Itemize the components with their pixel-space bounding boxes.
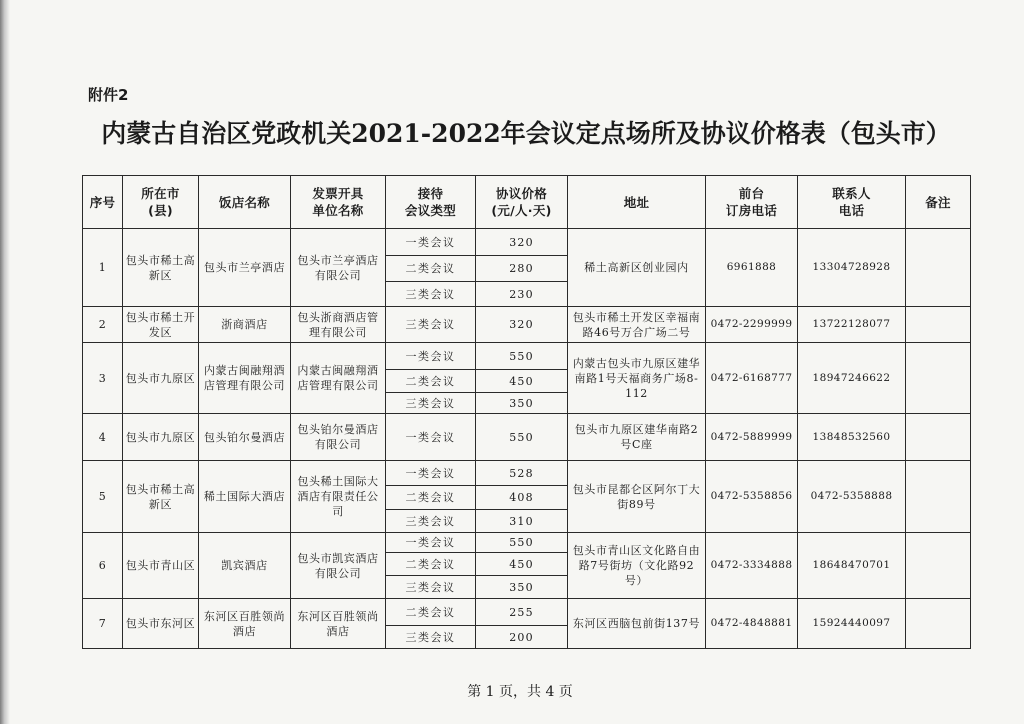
cell-meeting-type: 一类会议 (386, 461, 476, 486)
cell-meeting-type: 三类会议 (386, 307, 476, 343)
cell-invoice-unit: 包头市凯宾酒店有限公司 (291, 533, 386, 599)
cell-price: 450 (476, 553, 568, 576)
cell-hotel-name: 内蒙古闽融翔酒店管理有限公司 (199, 343, 291, 414)
cell-index: 6 (83, 533, 123, 599)
cell-front-desk-phone: 0472-4848881 (706, 599, 798, 649)
page-indicator: 第 1 页，共 4 页 (467, 684, 573, 700)
header-front-desk-phone: 前台 订房电话 (706, 176, 798, 229)
cell-contact-phone: 13722128077 (798, 307, 906, 343)
cell-meeting-type: 一类会议 (386, 414, 476, 461)
cell-meeting-type: 三类会议 (386, 282, 476, 307)
header-contact-phone: 联系人 电话 (798, 176, 906, 229)
cell-price: 255 (476, 599, 568, 626)
cell-location: 包头市九原区 (123, 414, 199, 461)
cell-location: 包头市九原区 (123, 343, 199, 414)
cell-remarks (906, 307, 971, 343)
cell-price: 528 (476, 461, 568, 486)
header-location: 所在市 (县) (123, 176, 199, 229)
cell-meeting-type: 二类会议 (386, 256, 476, 282)
cell-remarks (906, 229, 971, 307)
cell-contact-phone: 18648470701 (798, 533, 906, 599)
cell-meeting-type: 三类会议 (386, 576, 476, 599)
cell-price: 280 (476, 256, 568, 282)
table-row (83, 599, 971, 626)
cell-remarks (906, 414, 971, 461)
header-address: 地址 (568, 176, 706, 229)
cell-invoice-unit: 包头铂尔曼酒店有限公司 (291, 414, 386, 461)
cell-index: 1 (83, 229, 123, 307)
cell-front-desk-phone: 0472-2299999 (706, 307, 798, 343)
table-row (83, 414, 971, 461)
cell-price: 350 (476, 576, 568, 599)
cell-price: 320 (476, 229, 568, 256)
cell-price: 550 (476, 414, 568, 461)
header-index: 序号 (83, 176, 123, 229)
cell-address: 包头市青山区文化路自由路7号街坊（文化路92号） (568, 533, 706, 599)
attachment-label: 附件2 (88, 86, 129, 104)
cell-price: 230 (476, 282, 568, 307)
cell-hotel-name: 稀土国际大酒店 (199, 461, 291, 533)
cell-remarks (906, 343, 971, 414)
cell-meeting-type: 一类会议 (386, 343, 476, 370)
document-title: 内蒙古自治区党政机关2021-2022年会议定点场所及协议价格表（包头市） (101, 119, 951, 148)
cell-front-desk-phone: 0472-6168777 (706, 343, 798, 414)
cell-location: 包头市东河区 (123, 599, 199, 649)
cell-meeting-type: 二类会议 (386, 486, 476, 510)
header-price: 协议价格 (元/人·天) (476, 176, 568, 229)
cell-meeting-type: 一类会议 (386, 229, 476, 256)
cell-hotel-name: 东河区百胜领尚酒店 (199, 599, 291, 649)
table-row (83, 461, 971, 486)
cell-hotel-name: 凯宾酒店 (199, 533, 291, 599)
cell-contact-phone: 13304728928 (798, 229, 906, 307)
cell-contact-phone: 18947246622 (798, 343, 906, 414)
cell-address: 包头市九原区建华南路2号C座 (568, 414, 706, 461)
cell-address: 稀土高新区创业园内 (568, 229, 706, 307)
cell-address: 包头市昆都仑区阿尔丁大街89号 (568, 461, 706, 533)
cell-location: 包头市稀土开发区 (123, 307, 199, 343)
table-row (83, 307, 971, 343)
cell-index: 4 (83, 414, 123, 461)
header-invoice-unit: 发票开具 单位名称 (291, 176, 386, 229)
cell-meeting-type: 三类会议 (386, 393, 476, 414)
cell-price: 408 (476, 486, 568, 510)
table-row (83, 229, 971, 256)
cell-contact-phone: 15924440097 (798, 599, 906, 649)
cell-contact-phone: 0472-5358888 (798, 461, 906, 533)
header-row (83, 176, 971, 229)
cell-invoice-unit: 包头市兰亭酒店有限公司 (291, 229, 386, 307)
cell-hotel-name: 包头市兰亭酒店 (199, 229, 291, 307)
cell-front-desk-phone: 0472-5358856 (706, 461, 798, 533)
header-remarks: 备注 (906, 176, 971, 229)
table-row (83, 343, 971, 370)
cell-meeting-type: 一类会议 (386, 533, 476, 553)
cell-price: 550 (476, 343, 568, 370)
cell-location: 包头市青山区 (123, 533, 199, 599)
cell-remarks (906, 533, 971, 599)
cell-invoice-unit: 包头稀土国际大酒店有限责任公司 (291, 461, 386, 533)
cell-address: 内蒙古包头市九原区建华南路1号天福商务广场8-112 (568, 343, 706, 414)
cell-hotel-name: 浙商酒店 (199, 307, 291, 343)
cell-index: 7 (83, 599, 123, 649)
header-hotel-name: 饭店名称 (199, 176, 291, 229)
cell-address: 包头市稀土开发区幸福南路46号万合广场二号 (568, 307, 706, 343)
cell-front-desk-phone: 0472-3334888 (706, 533, 798, 599)
cell-invoice-unit: 内蒙古闽融翔酒店管理有限公司 (291, 343, 386, 414)
venue-price-table (82, 175, 971, 649)
cell-meeting-type: 二类会议 (386, 599, 476, 626)
cell-price: 550 (476, 533, 568, 553)
header-meeting-type: 接待 会议类型 (386, 176, 476, 229)
cell-location: 包头市稀土高新区 (123, 229, 199, 307)
cell-meeting-type: 二类会议 (386, 370, 476, 393)
cell-meeting-type: 三类会议 (386, 626, 476, 649)
cell-location: 包头市稀土高新区 (123, 461, 199, 533)
cell-index: 5 (83, 461, 123, 533)
cell-price: 320 (476, 307, 568, 343)
cell-meeting-type: 二类会议 (386, 553, 476, 576)
cell-invoice-unit: 包头浙商酒店管理有限公司 (291, 307, 386, 343)
cell-front-desk-phone: 6961888 (706, 229, 798, 307)
scan-edge-shadow (0, 0, 10, 724)
cell-price: 310 (476, 510, 568, 533)
cell-invoice-unit: 东河区百胜领尚酒店 (291, 599, 386, 649)
cell-index: 2 (83, 307, 123, 343)
cell-price: 450 (476, 370, 568, 393)
cell-remarks (906, 599, 971, 649)
cell-index: 3 (83, 343, 123, 414)
cell-address: 东河区西脑包前街137号 (568, 599, 706, 649)
cell-price: 350 (476, 393, 568, 414)
cell-price: 200 (476, 626, 568, 649)
table-body (83, 229, 971, 649)
cell-remarks (906, 461, 971, 533)
cell-meeting-type: 三类会议 (386, 510, 476, 533)
cell-contact-phone: 13848532560 (798, 414, 906, 461)
table-header (83, 176, 971, 229)
cell-front-desk-phone: 0472-5889999 (706, 414, 798, 461)
table-row (83, 533, 971, 553)
cell-hotel-name: 包头铂尔曼酒店 (199, 414, 291, 461)
